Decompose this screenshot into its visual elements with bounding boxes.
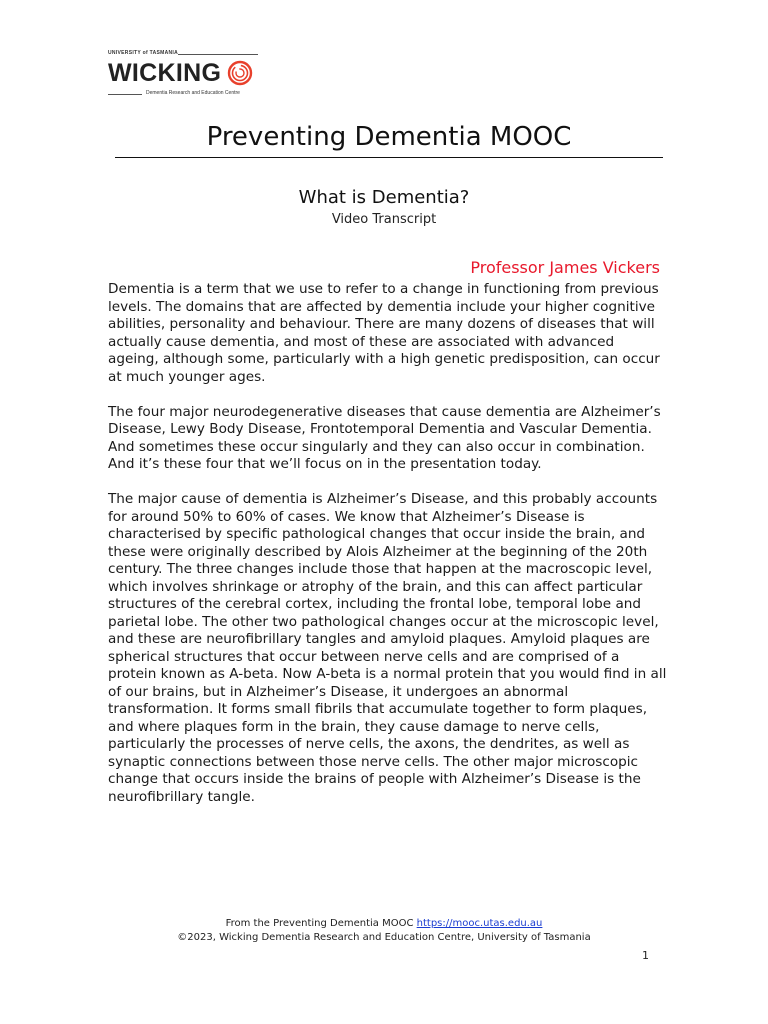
- document-subtitle: Video Transcript: [331, 212, 437, 227]
- logo-subtitle: Dementia Research and Education Centre: [146, 90, 240, 96]
- page-number: 1: [642, 949, 649, 962]
- title-rule: [115, 157, 663, 158]
- transcript-paragraph: The major cause of dementia is Alzheimer’s Disease, and this probably accounts for around 50% to 60% of cases. We know that Alzheimer’s Disease is characterised by specific pathological changes that occur inside the brain, and these were originally described by Alois Alzheimer at the beginning of the 20th century. The three changes include those that happen at the macroscopic level, which involves shrinkage or atrophy of the brain, and this can affect particular structures of the cerebral cortex, including the frontal lobe, temporal lobe and parietal lobe. The other two pathological changes occur at the microscopic level, and these are neurofibrillary tangles and amyloid plaques. Amyloid plaques are spherical structures that occur between nerve cells and are comprised of a protein known as A-beta. Now A-beta is a normal protein that you would find in all of our brains, but in Alzheimer’s Disease, it undergoes an abnormal transformation. It forms small fibrils that accumulate together to form plaques, and where plaques form in the brain, they cause damage to nerve cells, particularly the processes of nerve cells, the axons, the dendrites, as well as synaptic connections between those nerve cells. The other major microscopic change that occurs inside the brains of people with Alzheimer’s Disease is the neurofibrillary tangle.: [108, 491, 667, 805]
- logo-subtitle-divider: [108, 94, 142, 95]
- logo-wordmark: WICKING: [108, 59, 222, 87]
- document-title: What is Dementia?: [298, 187, 470, 208]
- footer-source-line: [0, 917, 768, 931]
- logo-ring-icon: [227, 60, 253, 86]
- footer-source-text: From the Preventing Dementia MOOC: [225, 918, 414, 929]
- logo-divider: [178, 54, 258, 55]
- university-label: UNIVERSITY of TASMANIA: [108, 50, 179, 56]
- speaker-name: Professor James Vickers: [470, 258, 660, 277]
- transcript-paragraph: The four major neurodegenerative diseases that cause dementia are Alzheimer’s Disease, Lewy Body Disease, Frontotemporal Dementia and Vascular Dementia. And sometimes these occur singularly and they can also occur in combination. And it’s these four that we’ll focus on in the presentation today.: [108, 403, 661, 472]
- page-footer: [0, 917, 768, 945]
- transcript-body: [108, 281, 668, 824]
- transcript-paragraph: Dementia is a term that we use to refer to a change in functioning from previous levels. The domains that are affected by dementia include your higher cognitive abilities, personality and behaviour. There are many dozens of diseases that will actually cause dementia, and most of these are associated with advanced ageing, although some, particularly with a high genetic predisposition, can occur at much younger ages.: [108, 281, 660, 385]
- footer-link[interactable]: https://mooc.utas.edu.au: [416, 918, 543, 929]
- course-title: Preventing Dementia MOOC: [206, 122, 572, 152]
- footer-copyright: ©2023, Wicking Dementia Research and Education Centre, University of Tasmania: [177, 932, 591, 943]
- wicking-logo: [108, 50, 268, 100]
